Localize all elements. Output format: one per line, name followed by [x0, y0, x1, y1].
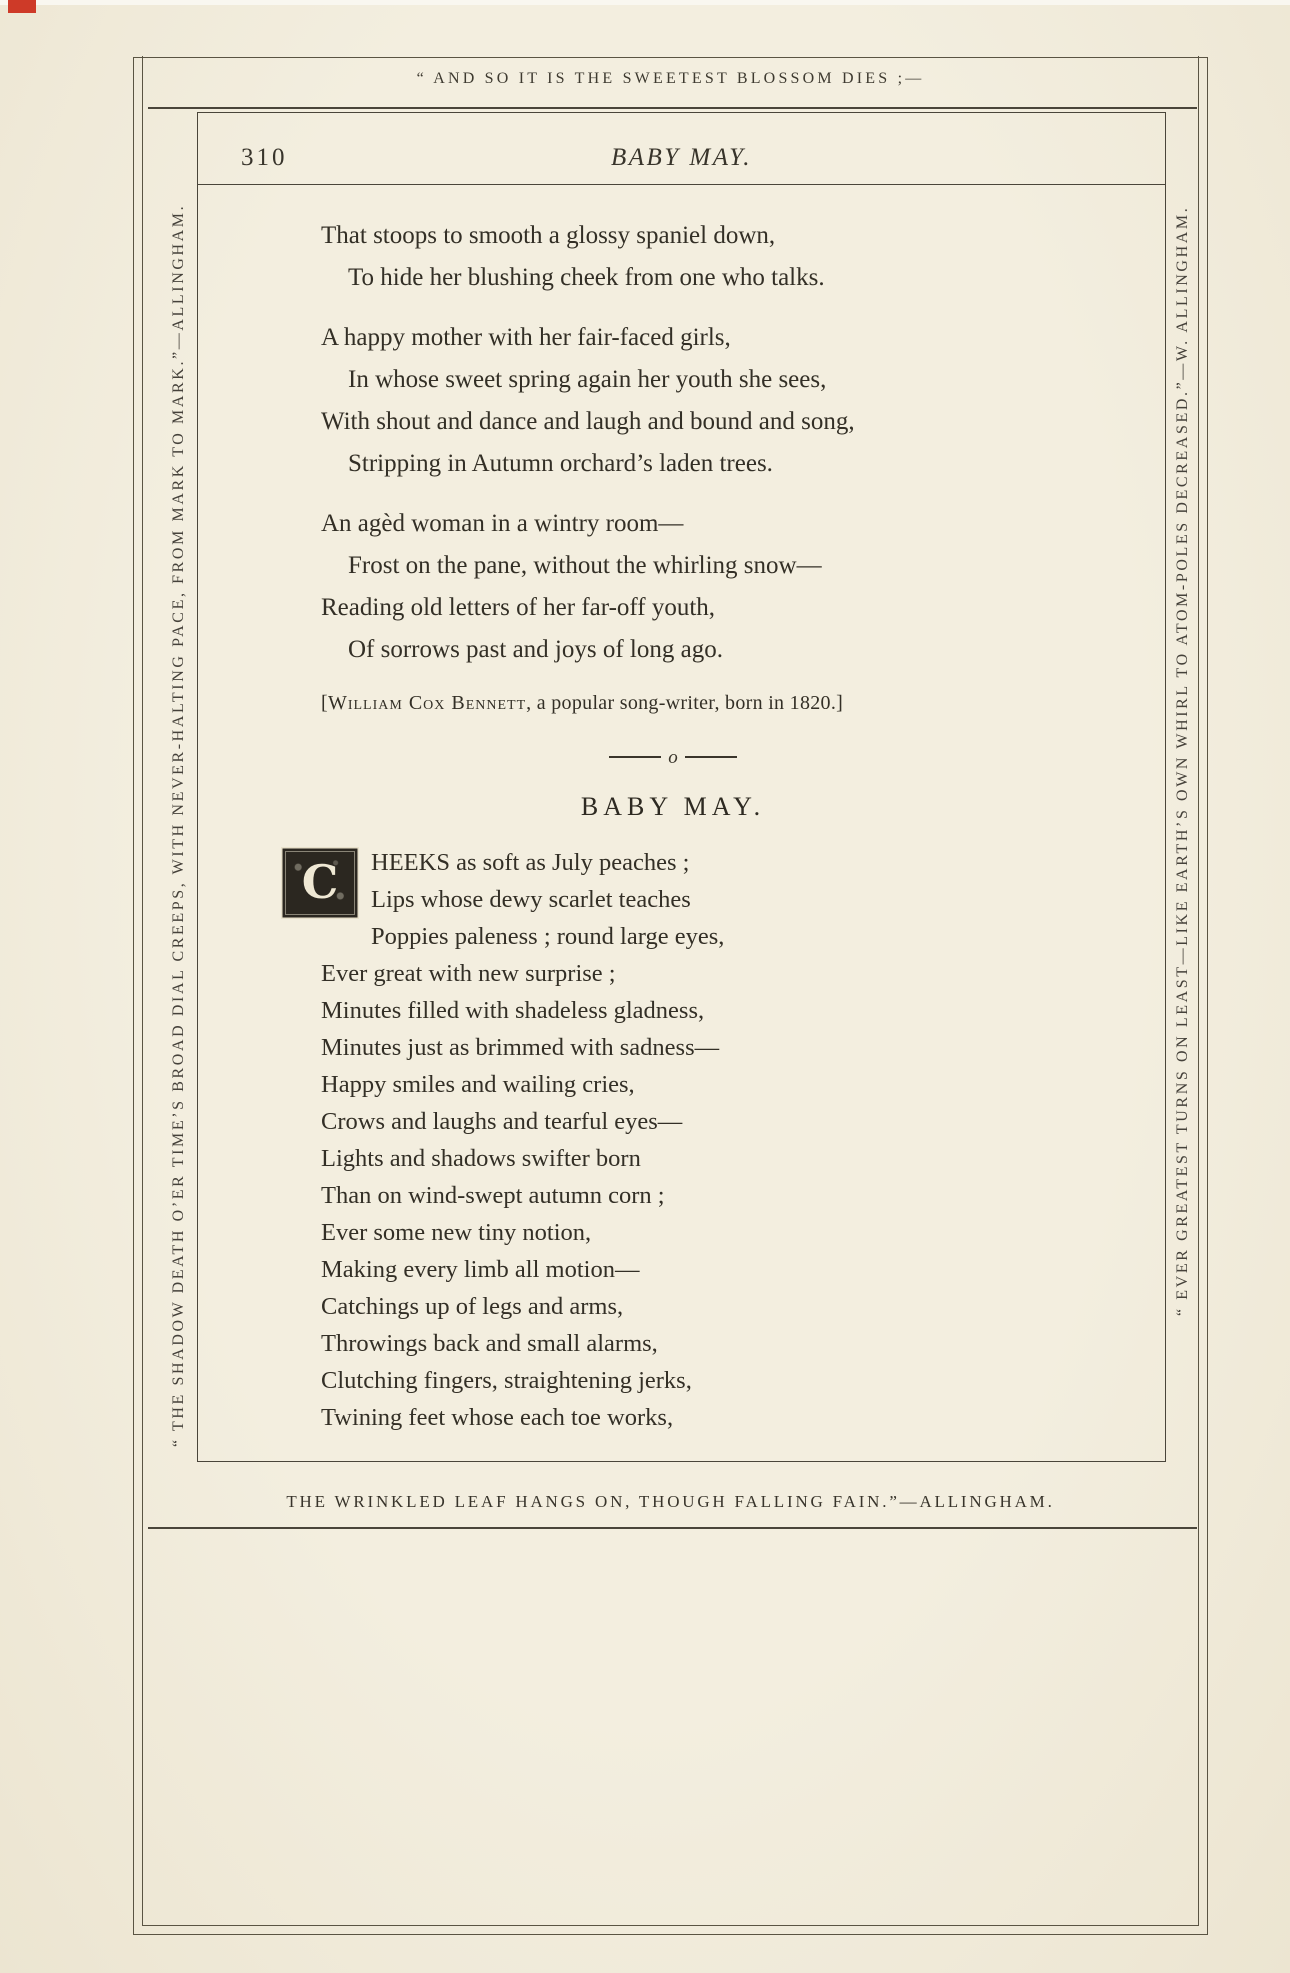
attribution-author: William Cox Bennett [327, 692, 527, 714]
poem-line: Throwings back and small alarms, [321, 1330, 658, 1357]
ornamental-initial [281, 847, 359, 919]
poem-line: Clutching fingers, straightening jerks, [321, 1367, 692, 1394]
right-margin-quote: “ EVER GREATEST TURNS ON LEAST—LIKE EARTH’S OWN WHIRL TO ATOM-POLES DECREASED.”—W. ALLINGHAM. [1174, 205, 1191, 1316]
poem-line: An agèd woman in a wintry room— [321, 510, 684, 537]
initial-letter: C [301, 855, 339, 909]
poem-line: Reading old letters of her far-off youth, [321, 594, 716, 621]
attribution-note: , a popular song-writer, born in 1820.] [526, 692, 844, 714]
scan-artifact [8, 0, 36, 13]
page-header [198, 113, 1165, 185]
baby-may-poem [301, 844, 1025, 1436]
poem-line: In whose sweet spring again her youth she sees, [348, 366, 827, 393]
poem-line: To hide her blushing cheek from one who talks. [348, 264, 825, 291]
poem-line: Poppies paleness ; round large eyes, [371, 923, 725, 950]
poem-line: Lips whose dewy scarlet teaches [371, 886, 691, 913]
poem-line: Twining feet whose each toe works, [321, 1404, 674, 1431]
footer-rule [148, 1527, 1197, 1529]
running-title: BABY MAY. [610, 144, 753, 171]
poem-line: Minutes filled with shadeless gladness, [321, 997, 705, 1024]
stanza [321, 317, 1025, 485]
page-number: 310 [241, 144, 288, 171]
divider-rule [609, 756, 661, 758]
poem-line: Catchings up of legs and arms, [321, 1293, 624, 1320]
page-body [198, 185, 1165, 1436]
poem-line: Happy smiles and wailing cries, [321, 1071, 635, 1098]
bottom-margin-quote: THE WRINKLED LEAF HANGS ON, THOUGH FALLING FAIN.”—ALLINGHAM. [286, 1492, 1055, 1511]
scan-edge [0, 0, 1290, 5]
divider-ornament: o [668, 746, 678, 768]
poem-line: HEEKS as soft as July peaches ; [371, 849, 690, 876]
content-box [197, 112, 1166, 1462]
stanza [321, 215, 1025, 299]
poem-line: Than on wind-swept autumn corn ; [321, 1182, 665, 1209]
poem-line: A happy mother with her fair-faced girls, [321, 324, 731, 351]
poem-line: That stoops to smooth a glossy spaniel down, [321, 222, 776, 249]
poem-line: Ever some new tiny notion, [321, 1219, 592, 1246]
poem-line: Crows and laughs and tearful eyes— [321, 1108, 683, 1135]
poem-line: With shout and dance and laugh and bound and song, [321, 408, 855, 435]
divider-rule [685, 756, 737, 758]
attribution-bracket: [ [321, 692, 328, 714]
poem-line: Lights and shadows swifter born [321, 1145, 641, 1172]
top-rule [148, 107, 1197, 109]
stanza [321, 503, 1025, 671]
left-margin-quote: “ THE SHADOW DEATH O’ER TIME’S BROAD DIAL CREEPS, WITH NEVER-HALTING PACE, FROM MARK TO MARK.”—ALLINGHAM. [170, 203, 187, 1447]
poem-line: Ever great with new surprise ; [321, 960, 616, 987]
poem-title: BABY MAY. [580, 792, 766, 821]
poem-line: Stripping in Autumn orchard’s laden trees. [348, 450, 773, 477]
poem-line: Of sorrows past and joys of long ago. [348, 636, 723, 663]
attribution [321, 691, 1025, 716]
top-margin-quote: “ AND SO IT IS THE SWEETEST BLOSSOM DIES ;— [416, 70, 925, 87]
section-divider [321, 746, 1025, 768]
poem-line: Frost on the pane, without the whirling snow— [348, 552, 822, 579]
poem-line: Minutes just as brimmed with sadness— [321, 1034, 720, 1061]
poem-line: Making every limb all motion— [321, 1256, 640, 1283]
